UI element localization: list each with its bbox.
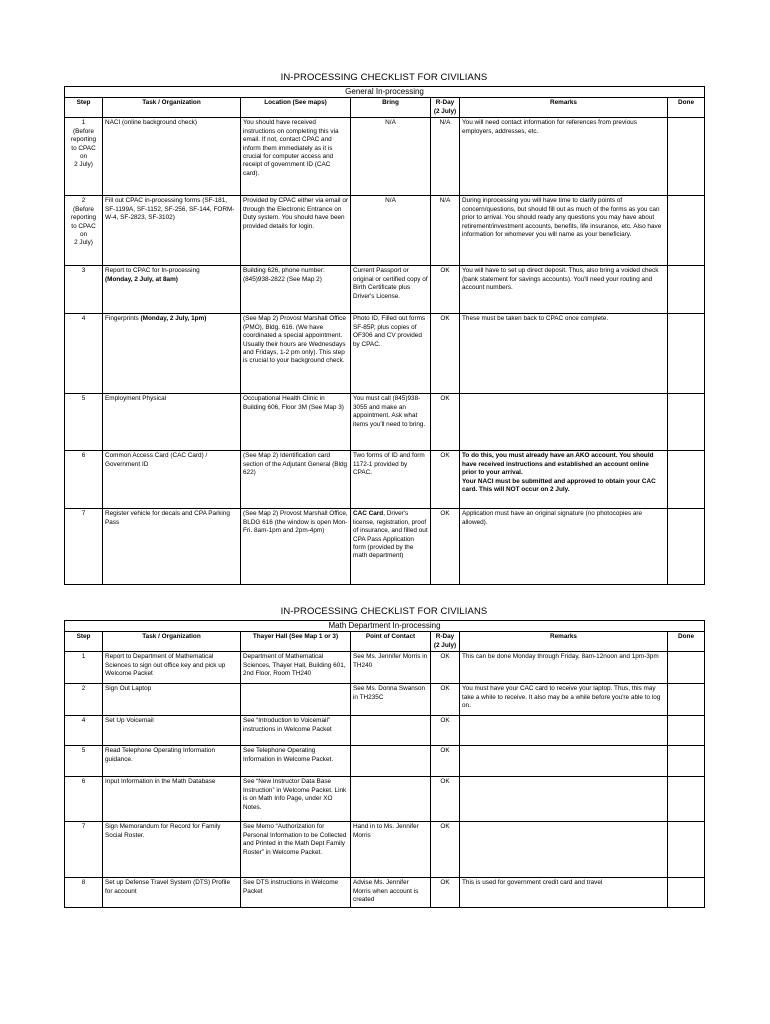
done-cell[interactable] (668, 196, 705, 266)
task-date: (Monday, 2 July, at 8am) (105, 275, 178, 283)
location-cell: See Telephone Operating Information in Welcome Packet. (241, 746, 351, 777)
remarks-cell: This is used for government credit card and travel (460, 878, 668, 908)
done-cell[interactable] (668, 394, 705, 451)
task-cell: Set up Defense Travel System (DTS) Profile for account (103, 878, 241, 908)
step-number: 6 (65, 777, 103, 822)
remarks-cell: To do this, you must already have an AKO account. You should have received instructions and established an account online prior to your arrival. Your NACI must be submitted and approved to obtain your CAC card. This will NOT occur on 2 July. (460, 451, 668, 509)
task-cell: Common Access Card (CAC Card) / Government ID (103, 451, 241, 509)
location-cell: (See Map 2) Identification card section of the Adjutant General (Bldg 622) (241, 451, 351, 509)
header-location: Thayer Hall (See Map 1 or 3) (241, 632, 351, 652)
location-cell: Department of Mathematical Sciences, Thayer Hall, Building 601, 2nd Floor, Room TH240 (241, 652, 351, 684)
table-row (65, 266, 705, 314)
task-cell (103, 266, 241, 314)
done-cell[interactable] (668, 118, 705, 196)
header-remarks: Remarks (460, 632, 668, 652)
contact-cell: Hand in to Ms. Jennifer Morris (351, 822, 431, 878)
general-inprocessing-table (64, 86, 705, 585)
section2-subtitle: Math Department In-processing (65, 621, 705, 632)
task-cell: Read Telephone Operating Information guidance. (103, 746, 241, 777)
remarks-cell: This can be done Monday through Friday, 8am-12noon and 1pm-3pm (460, 652, 668, 684)
done-cell[interactable] (668, 314, 705, 394)
header-rday-date: (2 July) (433, 107, 457, 115)
remarks-cell: You will have to set up direct deposit. Thus, also bring a voided check (bank statement for savings accounts). You'll need your routing and account numbers. (460, 266, 668, 314)
table-row (65, 716, 705, 746)
task-cell: Report to Department of Mathematical Sciences to sign out office key and pick up Welcome Packet (103, 652, 241, 684)
rday-cell: N/A (431, 118, 460, 196)
done-cell[interactable] (668, 509, 705, 585)
location-cell: See Memo “Authorization for Personal Information to be Collected and Printed in the Math Dept Family Roster” in Welcome Packet. (241, 822, 351, 878)
task-cell: Set Up Voicemail (103, 716, 241, 746)
table-row (65, 394, 705, 451)
location-cell: Provided by CPAC either via email or through the Electronic Entrance on Duty system. You should have been provided details for login. (241, 196, 351, 266)
rday-cell: OK (431, 684, 460, 716)
bring-bold: CAC Card (353, 510, 384, 518)
header-step: Step (65, 632, 103, 652)
table-row (65, 196, 705, 266)
step-number: 1 (Before reporting to CPAC on 2 July) (65, 118, 103, 196)
section1-subtitle: General In-processing (65, 87, 705, 98)
header-rday (431, 632, 460, 652)
done-cell[interactable] (668, 746, 705, 777)
task-cell: Input Information in the Math Database (103, 777, 241, 822)
header-rday-label: R-Day (435, 633, 455, 641)
bring-cell (351, 509, 431, 585)
rday-cell: N/A (431, 196, 460, 266)
table-row (65, 777, 705, 822)
remarks-cell (460, 716, 668, 746)
table-row (65, 822, 705, 878)
location-cell: Occupational Health Clinic in Building 606, Floor 3M (See Map 3) (241, 394, 351, 451)
bring-text: , Driver's license, registration, proof of insurance, and filled out CPA Pass Application form (provided by the math department) (353, 510, 428, 560)
contact-cell (351, 777, 431, 822)
step-number: 2 (65, 684, 103, 716)
rday-cell: OK (431, 314, 460, 394)
remarks-cell: These must be taken back to CPAC once complete. (460, 314, 668, 394)
task-cell: Employment Physical (103, 394, 241, 451)
rday-cell: OK (431, 716, 460, 746)
location-cell (241, 684, 351, 716)
step-number: 4 (65, 314, 103, 394)
remarks-cell (460, 777, 668, 822)
header-task: Task / Organization (103, 632, 241, 652)
task-cell: Sign Memorandum for Record for Family Social Roster. (103, 822, 241, 878)
done-cell[interactable] (668, 451, 705, 509)
location-cell: See DTS instructions in Welcome Packet (241, 878, 351, 908)
step-number: 3 (65, 266, 103, 314)
section1-title: IN-PROCESSING CHECKLIST FOR CIVILIANS (280, 72, 488, 83)
remarks-cell: During inprocessing you will have time to clarify points of concern/questions, but should fill out as much of the forms as you can prior to arrival. You should ready any questions you may have about retirement/investment accounts, benefits, life insurance, etc. Also have information for whomever you will name as your beneficiary. (460, 196, 668, 266)
table-row (65, 684, 705, 716)
location-cell: You should have received instructions on completing this via email. If not, contact CPAC and inform them immediately as it is crucial for computer access and receipt of government ID (CAC card). (241, 118, 351, 196)
header-step: Step (65, 98, 103, 118)
remarks-cell (460, 746, 668, 777)
bring-cell: N/A (351, 118, 431, 196)
rday-cell: OK (431, 394, 460, 451)
header-bring: Bring (351, 98, 431, 118)
location-cell: (See Map 2) Provost Marshall Office, BLDG 616 (the window is open Mon-Fri. 8am-1pm and 2pm-4pm) (241, 509, 351, 585)
rday-cell: OK (431, 822, 460, 878)
location-cell: Building 626, phone number: (845)938-2822 (See Map 2) (241, 266, 351, 314)
task-text: Fingerprints (105, 315, 141, 323)
bring-cell: Photo ID, Filled out forms SF-85P, plus copies of OF306 and CV provided by CPAC. (351, 314, 431, 394)
location-cell: See “New Instructor Data Base Instruction” in Welcome Packet. Link is on Math Info Page, under XO Notes. (241, 777, 351, 822)
rday-cell: OK (431, 652, 460, 684)
table-row (65, 509, 705, 585)
header-remarks: Remarks (460, 98, 668, 118)
table-row (65, 878, 705, 908)
bring-cell: You must call (845)938-3055 and make an appointment. Ask what items you'll need to bring. (351, 394, 431, 451)
bring-cell: N/A (351, 196, 431, 266)
remarks-cell (460, 822, 668, 878)
step-number: 2 (Before reporting to CPAC on 2 July) (65, 196, 103, 266)
contact-cell: Advise Ms. Jennifer Morris when account is created (351, 878, 431, 908)
step-number: 4 (65, 716, 103, 746)
header-task: Task / Organization (103, 98, 241, 118)
task-cell: Fill out CPAC in-processing forms (SF-181, SF-1199A, SF-1152, SF-256, SF-144, FORM-W-4, SF-2823, SF-3102) (103, 196, 241, 266)
contact-cell (351, 716, 431, 746)
rday-cell: OK (431, 509, 460, 585)
contact-cell (351, 746, 431, 777)
task-cell: Sign Out Laptop (103, 684, 241, 716)
math-department-table (64, 620, 705, 908)
remarks-cell: Application must have an original signature (no photocopies are allowed). (460, 509, 668, 585)
contact-cell: See Ms. Jennifer Morris in TH240 (351, 652, 431, 684)
task-text: Report to CPAC for In-processing (105, 267, 200, 275)
task-cell (103, 314, 241, 394)
step-number: 7 (65, 509, 103, 585)
header-done: Done (668, 98, 705, 118)
table-row (65, 746, 705, 777)
done-cell[interactable] (668, 716, 705, 746)
section2-title: IN-PROCESSING CHECKLIST FOR CIVILIANS (280, 606, 488, 617)
rday-cell: OK (431, 777, 460, 822)
done-cell[interactable] (668, 684, 705, 716)
location-cell: (See Map 2) Provost Marshall Office (PMO), Bldg. 616. (We have coordinated a special appointment. Usually their hours are Wednesdays and Fridays, 1-2 pm only). This step is crucial to your background check. (241, 314, 351, 394)
bring-cell: Current Passport or original or certified copy of Birth Certificate plus Driver's License. (351, 266, 431, 314)
rday-cell: OK (431, 746, 460, 777)
table-row (65, 652, 705, 684)
rday-cell: OK (431, 266, 460, 314)
rday-cell: OK (431, 451, 460, 509)
task-cell: NACI (online background check) (103, 118, 241, 196)
rday-cell: OK (431, 878, 460, 908)
step-number: 6 (65, 451, 103, 509)
contact-cell: See Ms. Donna Swanson in TH235C (351, 684, 431, 716)
step-number: 8 (65, 878, 103, 908)
remarks-cell: You will need contact information for references from previous employers, addresses, etc. (460, 118, 668, 196)
bring-cell: Two forms of ID and form 1172-1 provided by CPAC. (351, 451, 431, 509)
done-cell[interactable] (668, 777, 705, 822)
header-rday (431, 98, 460, 118)
done-cell[interactable] (668, 652, 705, 684)
table-header-row (65, 632, 705, 652)
step-number: 5 (65, 394, 103, 451)
header-location: Location (See maps) (241, 98, 351, 118)
header-rday-label: R-Day (435, 99, 455, 107)
header-done: Done (668, 632, 705, 652)
table-row (65, 118, 705, 196)
step-number: 1 (65, 652, 103, 684)
task-cell: Register vehicle for decals and CPA Parking Pass (103, 509, 241, 585)
step-number: 7 (65, 822, 103, 878)
header-rday-date: (2 July) (433, 641, 457, 649)
done-cell[interactable] (668, 822, 705, 878)
remarks-cell: You must have your CAC card to receive your laptop. Thus, this may take a while to receive. It also may be a while before you're able to log on. (460, 684, 668, 716)
header-contact: Point of Contact (351, 632, 431, 652)
remarks-cell (460, 394, 668, 451)
step-number: 5 (65, 746, 103, 777)
location-cell: See “Introduction to Voicemail” instructions in Welcome Packet (241, 716, 351, 746)
done-cell[interactable] (668, 266, 705, 314)
table-row (65, 314, 705, 394)
task-date: (Monday, 2 July, 1pm) (140, 315, 207, 323)
table-row (65, 451, 705, 509)
table-header-row (65, 98, 705, 118)
done-cell[interactable] (668, 878, 705, 908)
